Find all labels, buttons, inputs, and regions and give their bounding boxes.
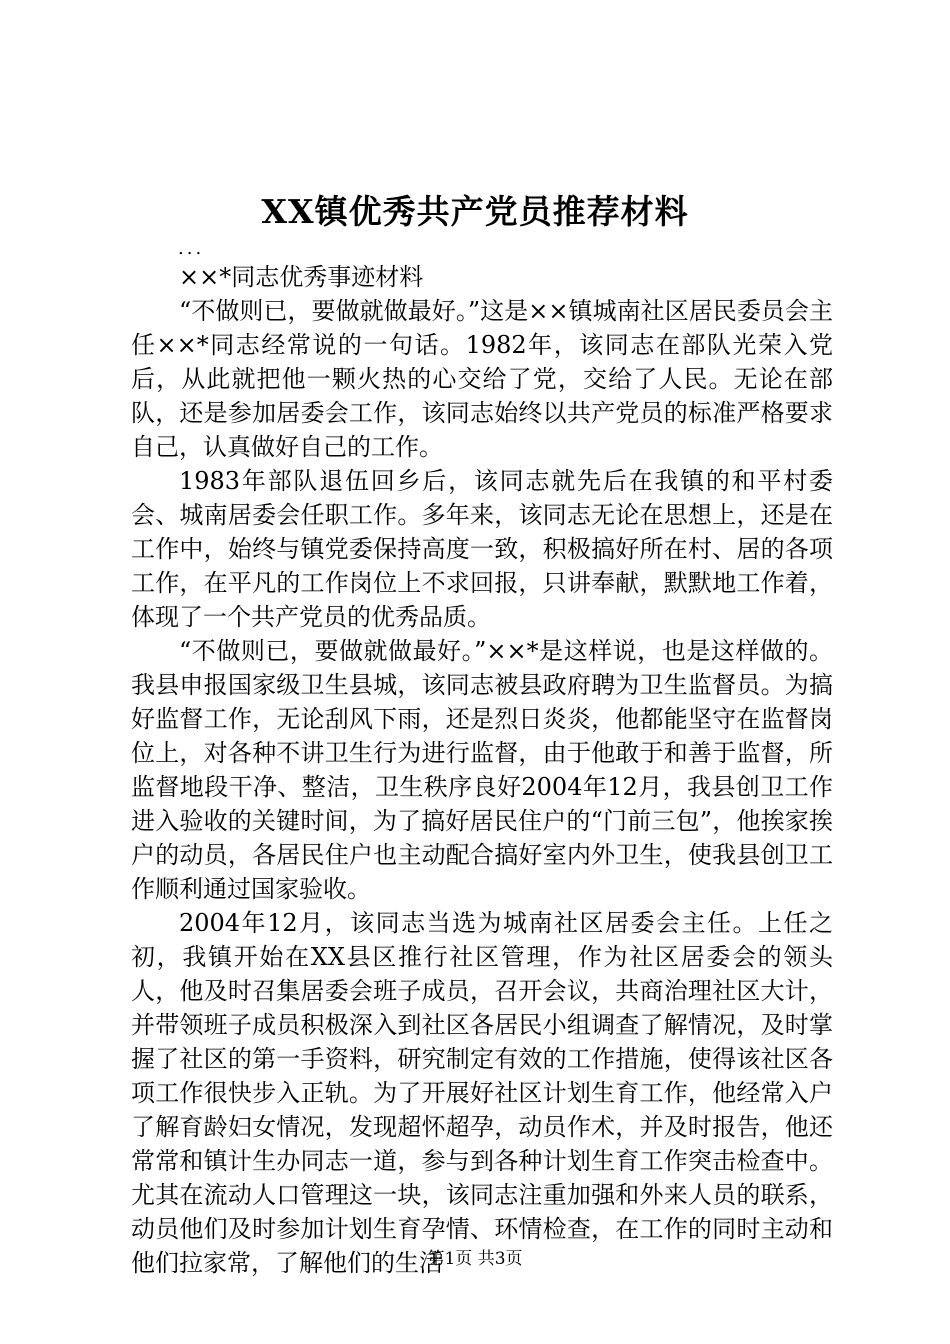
document-body <box>131 260 833 1280</box>
body-paragraph-4: 2004年12月，该同志当选为城南社区居委会主任。上任之初，我镇开始在XX县区推行社区管理，作为社区居委会的领头人，他及时召集居委会班子成员，召开会议，共商治理社区大计，并带领班子成员积极深入到社区各居民小组调查了解情况，及时掌握了社区的第一手资料，研究制定有效的工作措施，使得该社区各项工作很快步入正轨。为了开展好社区计划生育工作，他经常入户了解育龄妇女情况，发现超怀超孕，动员作术，并及时报告，他还常常和镇计生办同志一道，参与到各种计划生育工作突击检查中。尤其在流动人口管理这一块，该同志注重加强和外来人员的联系，动员他们及时参加计划生育孕情、环情检查，在工作的同时主动和他们拉家常，了解他们的生活 <box>131 909 833 1277</box>
page-footer: 第1页 共3页 <box>427 1249 523 1269</box>
body-paragraph-1: “不做则已，要做就做最好。”这是××镇城南社区居民委员会主任××*同志经常说的一句话。1982年，该同志在部队光荣入党后，从此就把他一颗火热的心交给了党，交给了人民。无论在部队，还是参加居委会工作，该同志始终以共产党员的标准严格要求自己，认真做好自己的工作。 <box>131 297 833 461</box>
body-paragraph-3: “不做则已，要做就做最好。”××*是这样说，也是这样做的。我县申报国家级卫生县城，该同志被县政府聘为卫生监督员。为搞好监督工作，无论刮风下雨，还是烈日炎炎，他都能坚守在监督岗位上，对各种不讲卫生行为进行监督，由于他敢于和善于监督，所监督地段干净、整洁，卫生秩序良好2004年12月，我县创卫工作进入验收的关键时间，为了搞好居民住户的“门前三包”，他挨家挨户的动员，各居民住户也主动配合搞好室内外卫生，使我县创卫工作顺利通过国家验收。 <box>131 637 833 903</box>
ellipsis-marker: ... <box>178 238 205 259</box>
document-subtitle: ××*同志优秀事迹材料 <box>179 263 424 291</box>
document-title: XX镇优秀共产党员推荐材料 <box>261 192 689 231</box>
body-paragraph-2: 1983年部队退伍回乡后，该同志就先后在我镇的和平村委会、城南居委会任职工作。多年来，该同志无论在思想上，还是在工作中，始终与镇党委保持高度一致，积极搞好所在村、居的各项工作，在平凡的工作岗位上不求回报，只讲奉献，默默地工作着，体现了一个共产党员的优秀品质。 <box>131 467 833 631</box>
